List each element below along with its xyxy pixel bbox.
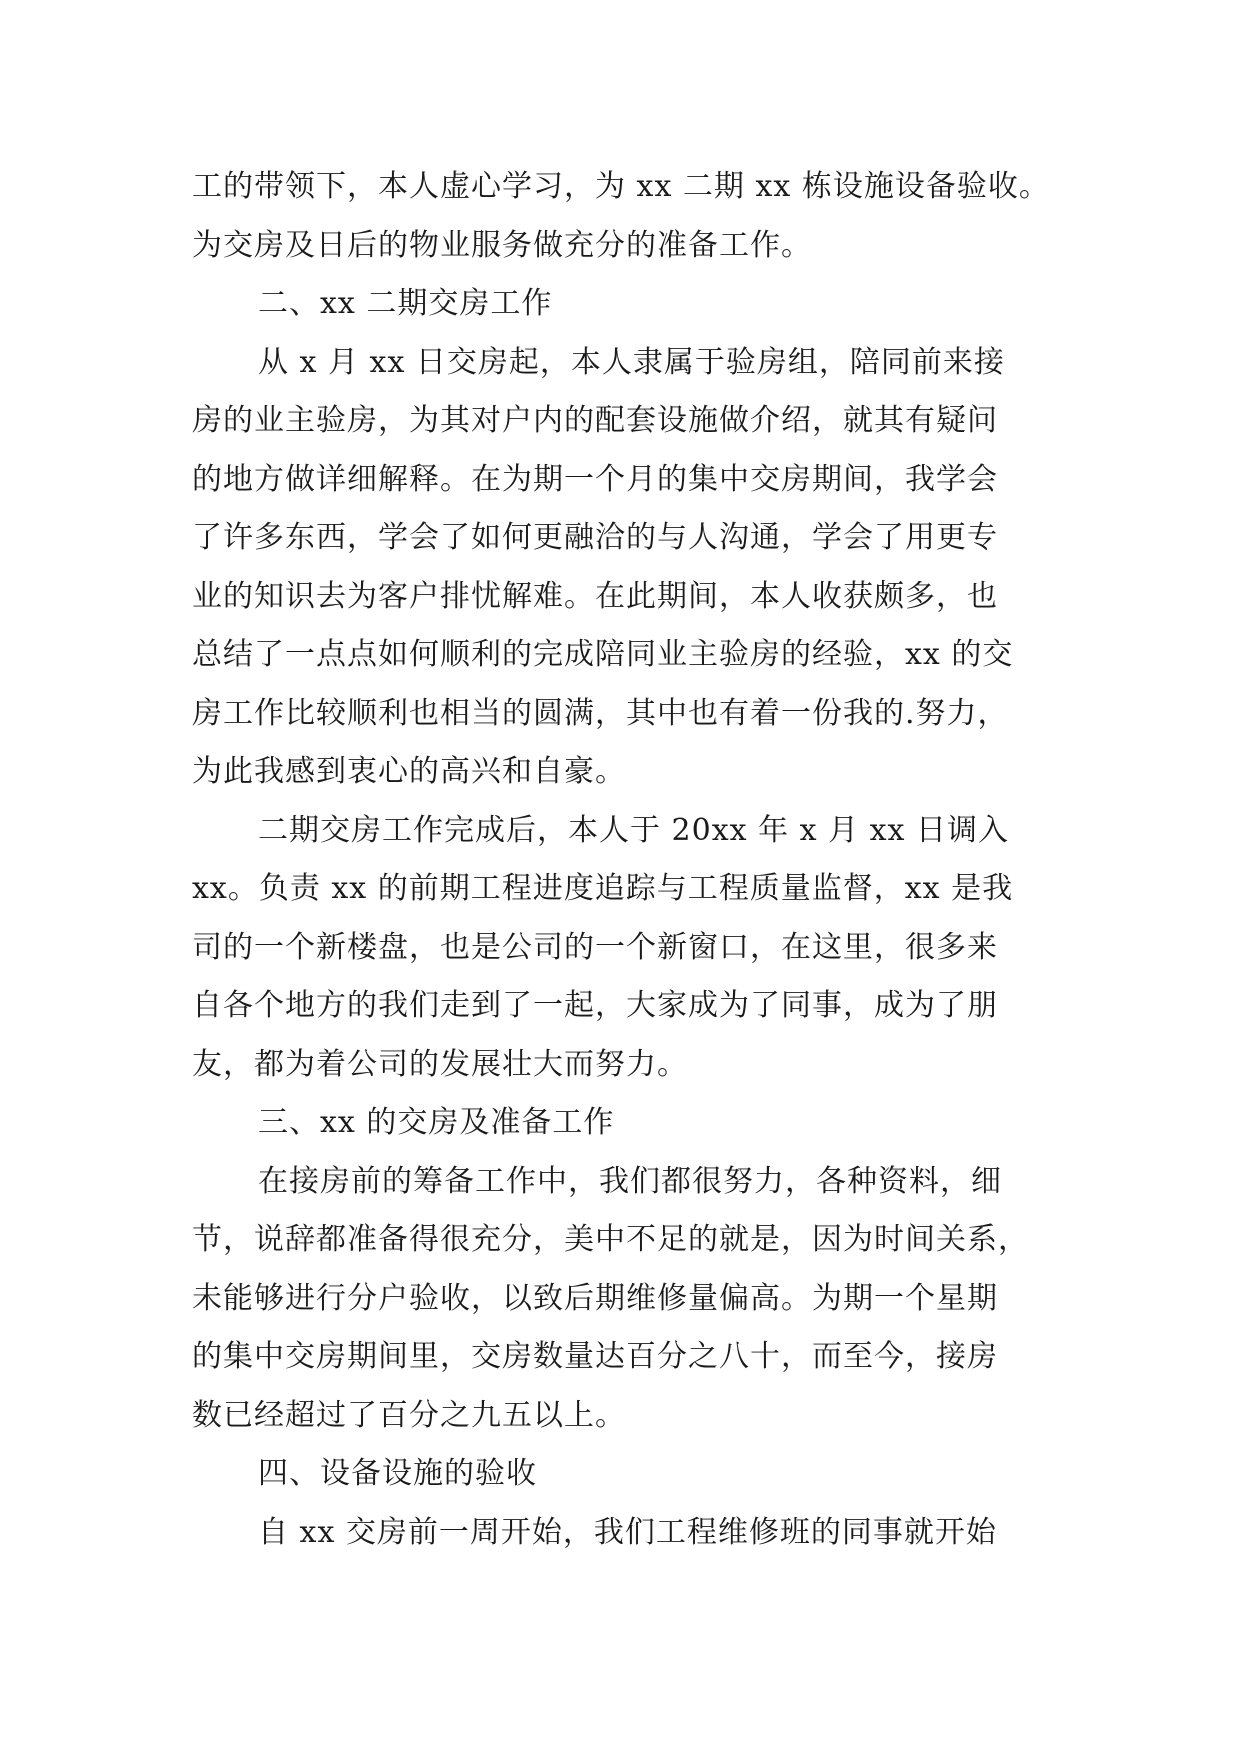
text-line: 房的业主验房，为其对户内的配套设施做介绍，就其有疑问: [192, 403, 998, 438]
text-line: 为交房及日后的物业服务做充分的准备工作。: [192, 227, 812, 263]
text-line: 总结了一点点如何顺利的完成陪同业主验房的经验，xx 的交: [192, 637, 1014, 672]
text-line: 从 x 月 xx 日交房起，本人隶属于验房组，陪同前来接: [258, 344, 1005, 380]
text-line: 业的知识去为客户排忧解难。在此期间，本人收获颇多，也: [192, 578, 998, 614]
text-line: 为此我感到衷心的高兴和自豪。: [192, 754, 626, 789]
text-line: 四、设备设施的验收: [258, 1456, 537, 1491]
text-line: 了许多东西，学会了如何更融洽的与人沟通，学会了用更专: [192, 520, 998, 555]
text-line: 房工作比较顺利也相当的圆满，其中也有着一份我的.努力，: [192, 695, 1009, 731]
text-line: 的集中交房期间里，交房数量达百分之八十，而至今，接房: [192, 1339, 998, 1374]
text-line: 三、xx 的交房及准备工作: [258, 1105, 615, 1140]
text-line: 司的一个新楼盘，也是公司的一个新窗口，在这里，很多来: [192, 929, 998, 965]
text-line: 自 xx 交房前一周开始，我们工程维修班的同事就开始: [258, 1514, 997, 1550]
text-line: 数已经超过了百分之九五以上。: [192, 1397, 626, 1433]
document-body: [192, 158, 1072, 1562]
text-line: 二期交房工作完成后，本人于 20xx 年 x 月 xx 日调入: [258, 812, 1009, 848]
text-line: 自各个地方的我们走到了一起，大家成为了同事，成为了朋: [192, 988, 998, 1023]
text-line: 节，说辞都准备得很充分，美中不足的就是，因为时间关系，: [192, 1222, 1029, 1257]
text-line: xx。负责 xx 的前期工程进度追踪与工程质量监督，xx 是我: [192, 871, 1014, 906]
text-line: 的地方做详细解释。在为期一个月的集中交房期间，我学会: [192, 461, 998, 497]
text-line: 友，都为着公司的发展壮大而努力。: [192, 1046, 688, 1082]
text-line: 工的带领下，本人虚心学习，为 xx 二期 xx 栋设施设备验收。: [192, 169, 1050, 204]
text-line: 二、xx 二期交房工作: [258, 286, 553, 321]
text-line: 未能够进行分户验收，以致后期维修量偏高。为期一个星期: [192, 1280, 998, 1316]
text-line: 在接房前的筹备工作中，我们都很努力，各种资料，细: [258, 1163, 1002, 1199]
